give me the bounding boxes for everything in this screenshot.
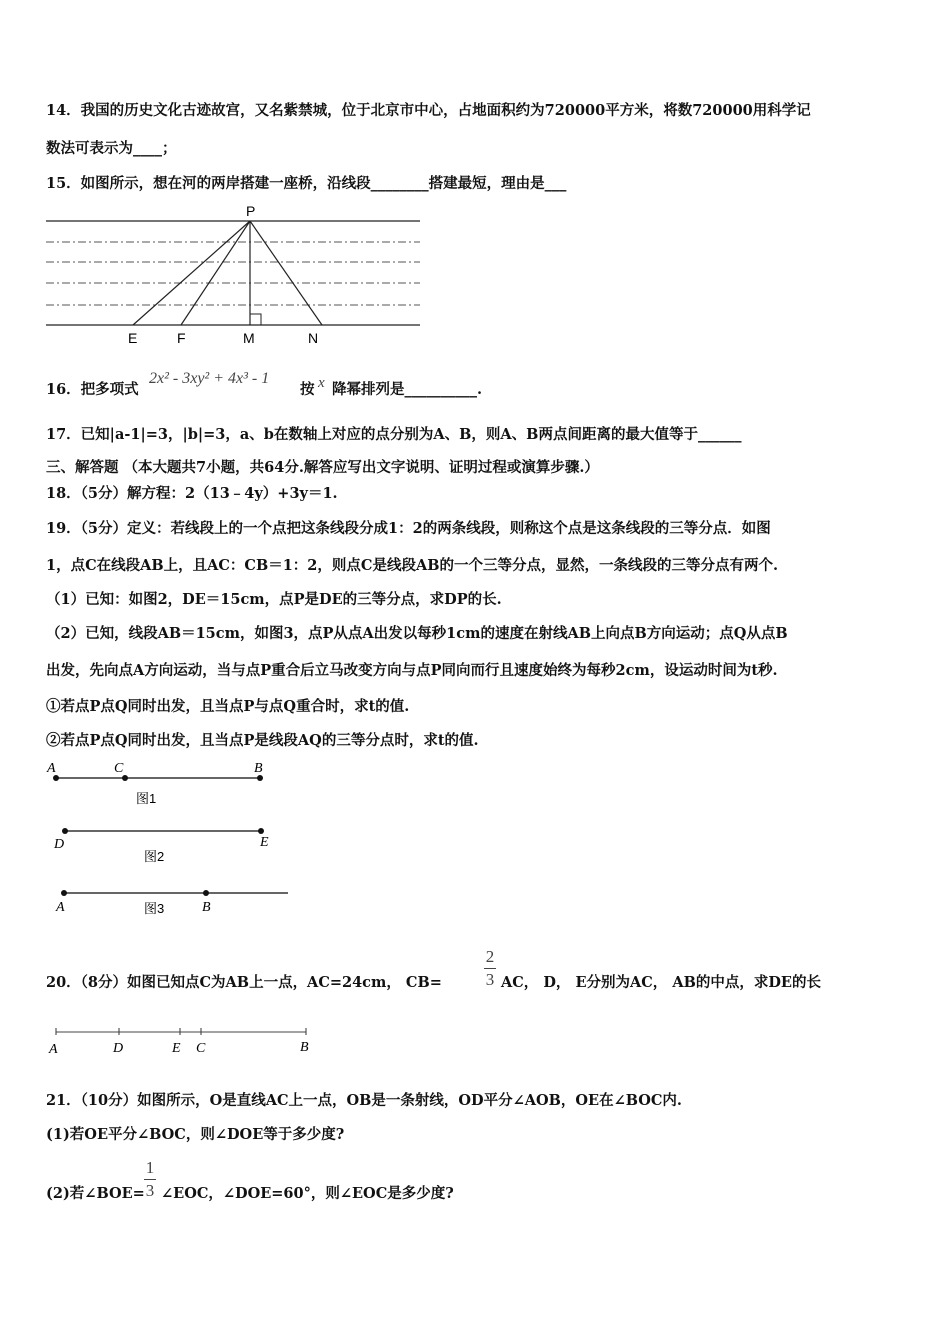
q20-frac-den: 3	[485, 970, 495, 989]
q15-river-bridge-diagram	[40, 200, 430, 350]
q15-label-m: M	[243, 330, 255, 346]
q19-line7: ②若点P点Q同时出发，且当点P是线段AQ的三等分点时，求t的值.	[46, 732, 479, 749]
q19-line1: 19．（5分）定义：若线段上的一个点把这条线段分成1：2的两条线段，则称这个点是这条线段的三等分点．如图	[46, 520, 771, 537]
q21-fraction	[144, 1158, 156, 1201]
q19-line5: 出发，先向点A方向运动，当与点P重合后立马改变方向与点P同向而行且速度始终为每秒2cm，设运动时间为t秒.	[46, 662, 778, 679]
q19-fig2-label-e: E	[260, 835, 269, 850]
q16-polynomial: 2x² - 3xy² + 4x³ - 1	[149, 370, 270, 387]
q16-variable: x	[318, 375, 325, 391]
q20-segment-diagram	[46, 1022, 326, 1060]
q19-line6: ①若点P点Q同时出发，且当点P与点Q重合时，求t的值.	[46, 698, 410, 715]
q16-prefix: 16．把多项式	[46, 381, 139, 398]
q19-fig1-label-a: A	[47, 761, 56, 776]
q14-line2: 数法可表示为____；	[46, 140, 177, 157]
q20-text-before: 20．（8分）如图已知点C为AB上一点，AC=24cm， CB=	[46, 974, 442, 991]
q21-frac-num: 1	[145, 1158, 155, 1177]
q20-label-a: A	[49, 1042, 58, 1057]
q19-fig1-label-c: C	[114, 761, 124, 776]
q15-label-n: N	[308, 330, 319, 346]
q14-line1: 14．我国的历史文化古迹故宫，又名紫禁城，位于北京市中心，占地面积约为720000平方米，将数720000用科学记	[46, 102, 811, 119]
q20-label-b: B	[300, 1040, 309, 1055]
q19-line4: （2）已知，线段AB＝15cm，如图3，点P从点A出发以每秒1cm的速度在射线AB上向点B方向运动；点Q从点B	[46, 625, 788, 642]
q21-line1: 21．（10分）如图所示，O是直线AC上一点，OB是一条射线，OD平分∠AOB，OE在∠BOC内.	[46, 1092, 682, 1109]
q19-fig3-label-a: A	[56, 900, 65, 915]
q20-frac-num: 2	[485, 947, 495, 966]
q21-frac-den: 3	[145, 1181, 155, 1200]
q17-text: 17．已知|a-1|=3，|b|=3，a、b在数轴上对应的点分别为A、B，则A、B两点间距离的最大值等于______	[46, 426, 742, 443]
q15-label-e: E	[128, 330, 138, 346]
q20-label-d: D	[113, 1041, 124, 1056]
q19-line2: 1，点C在线段AB上，且AC：CB＝1：2，则点C是线段AB的一个三等分点，显然，一条线段的三等分点有两个.	[46, 557, 778, 574]
q21-line2: (1)若OE平分∠BOC，则∠DOE等于多少度?	[46, 1126, 345, 1143]
q16-mid: 按	[300, 381, 315, 398]
q20-label-e: E	[172, 1041, 181, 1056]
q19-fig3-caption: 图3	[144, 901, 165, 916]
q20-text-after: AC， D， E分别为AC， AB的中点，求DE的长	[501, 974, 821, 991]
q15-label-p: P	[246, 203, 256, 219]
q19-fig2-label-d: D	[54, 837, 65, 852]
section-3-heading: 三、解答题 （本大题共7小题，共64分.解答应写出文字说明、证明过程或演算步骤.）	[46, 459, 599, 476]
q19-line3: （1）已知：如图2，DE＝15cm，点P是DE的三等分点，求DP的长.	[46, 591, 502, 608]
q20-label-c: C	[196, 1041, 206, 1056]
q19-fig2-caption: 图2	[144, 849, 165, 864]
q18-text: 18．（5分）解方程：2（13﹣4y）+3y＝1.	[46, 485, 338, 502]
q20-fraction	[484, 947, 496, 990]
q16-suffix: 降幂排列是__________.	[332, 381, 483, 398]
q19-figures	[42, 758, 292, 923]
q19-fig1-caption: 图1	[136, 791, 157, 806]
q19-fig3-label-b: B	[202, 900, 211, 915]
q15-text: 15．如图所示，想在河的两岸搭建一座桥，沿线段________搭建最短，理由是___	[46, 175, 567, 192]
q19-fig1-label-b: B	[254, 761, 263, 776]
q21-text-before: (2)若∠BOE=	[46, 1185, 145, 1202]
q15-label-f: F	[177, 330, 186, 346]
q21-text-after: ∠EOC，∠DOE=60°，则∠EOC是多少度?	[161, 1185, 454, 1202]
